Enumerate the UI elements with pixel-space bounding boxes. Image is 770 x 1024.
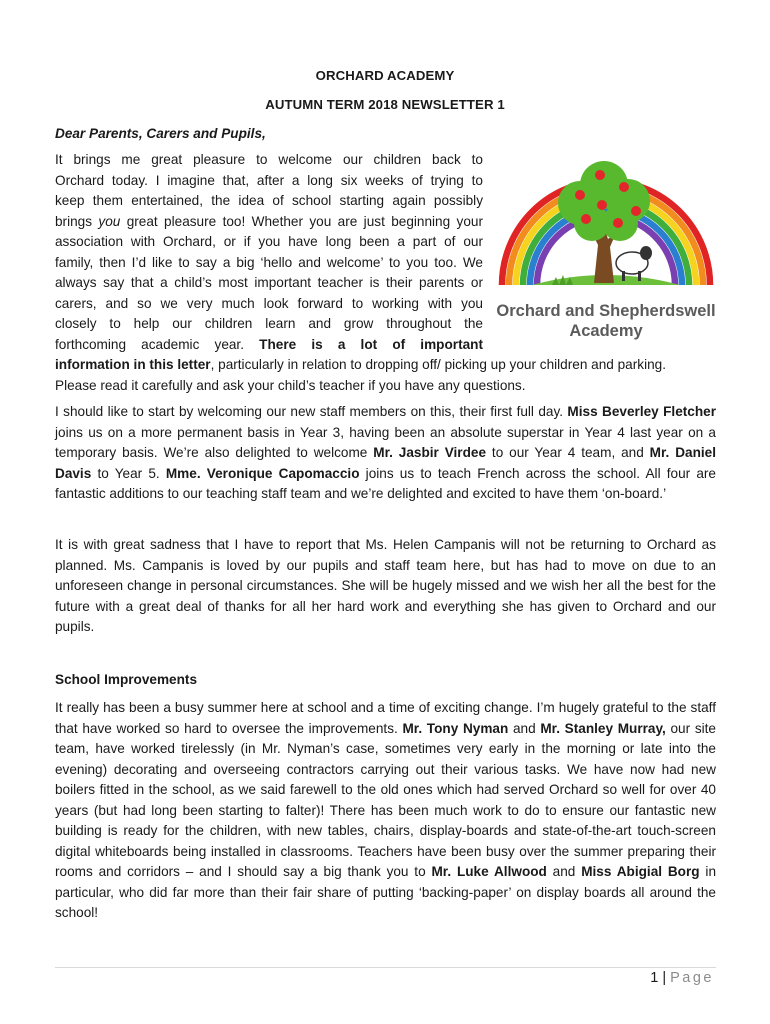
staff-text-3: to our Year 4 team, and [486, 445, 650, 460]
intro-important-note: There is a lot of important [259, 336, 483, 352]
staff-name-fletcher: Miss Beverley Fletcher [567, 404, 716, 419]
staff-text-1: I should like to start by welcoming our new staff members on this, their first full day. [55, 404, 568, 419]
new-staff-paragraph [55, 402, 716, 505]
intro-line-7: always say that a child’s most important teacher is their parents or [55, 275, 483, 290]
staff-name-murray: Mr. Stanley Murray, [540, 720, 666, 736]
page-number: 1 [650, 970, 659, 986]
logo-name-line1: Orchard and Shepherdswell [496, 302, 716, 320]
intro-important-note-end: information in this letter [55, 357, 211, 372]
staff-name-davis: Mr. Daniel Davis [55, 445, 716, 481]
intro-line-10 [55, 335, 483, 356]
intro-line-10-start: forthcoming academic year. [55, 336, 260, 352]
footer-separator: | [662, 970, 667, 986]
page-footer [650, 970, 714, 986]
intro-line-6: family, then I’d like to say a big ‘hello and welcome’ to you too. We [55, 254, 483, 270]
school-title: ORCHARD ACADEMY [315, 68, 455, 83]
newsletter-title: AUTUMN TERM 2018 NEWSLETTER 1 [265, 97, 505, 112]
intro-line-9: closely to help our children learn and grow throughout the [55, 316, 483, 331]
improvements-text-3: our site team, have worked tirelessly (in Mr. Nyman’s case, sometimes very early in the morning or late into the evening) decorating and overseeing contractors carrying out their various tasks. We have now had new boilers fitted in the school, as we said farewell to the old ones which had served Orchard so well for over 40 years (but had long been starting to falter)! There has been much work to do to ensure our fantastic new building is ready for the children, with new tables, chairs, display-boards and state-of-the-art touch-screen digital whiteboards being installed in classrooms. Teachers have been busy over the summer preparing their rooms and corridors – and I should say a big thank you to [55, 720, 716, 879]
intro-line-11 [55, 355, 716, 376]
intro-emphasis: you [98, 213, 121, 229]
staff-text-4: to Year 5. [91, 465, 166, 481]
improvements-paragraph [55, 698, 716, 924]
section-title-improvements: School Improvements [55, 672, 198, 687]
salutation: Dear Parents, Carers and Pupils, [55, 126, 266, 141]
staff-text-5: joins us to teach French across the school. All four are fantastic additions to our teaching staff team and we’re delighted and excited to have them ‘on-board.’ [55, 465, 716, 501]
intro-line-4-end: great pleasure too! Whether you are just beginning your [120, 213, 483, 229]
intro-line-12: Please read it carefully and ask your child’s teacher if you have any questions. [55, 377, 526, 393]
staff-name-nyman: Mr. Tony Nyman [402, 720, 509, 736]
intro-line-4-start: brings [55, 213, 99, 229]
footer-divider [55, 967, 716, 968]
page-label: Page [670, 970, 714, 986]
departure-paragraph: It is with great sadness that I have to report that Ms. Helen Campanis will not be returning to Orchard as planned. Ms. Campanis is loved by our pupils and staff team here, but has had to move on due to an unforeseen change in personal circumstances. She will be hugely missed and we wish her all the best for the future with a great deal of thanks for all her hard work and everything she has given to Orchard and our pupils. [55, 537, 716, 634]
intro-line-1: It brings me great pleasure to welcome our children back to [55, 152, 483, 167]
intro-line-3: keep them entertained, the idea of school starting again possibly [55, 193, 483, 208]
staff-name-virdee: Mr. Jasbir Virdee [373, 445, 487, 460]
improvements-text-5: in particular, who did far more than their fair share of putting ‘backing-paper’ on display boards all around the school! [55, 864, 716, 920]
intro-line-11-end: , particularly in relation to dropping off/ picking up your children and parking. [210, 357, 666, 372]
intro-line-5: association with Orchard, or if you have long been a part of our [55, 234, 483, 249]
staff-name-allwood: Mr. Luke Allwood [431, 864, 547, 879]
improvements-text-1: It really has been a busy summer here at school and a time of exciting change. I’m hugely grateful to the staff that have worked so hard to oversee the improvements. [55, 700, 716, 736]
logo-name-line2: Academy [569, 322, 643, 340]
intro-line-8: carers, and so we very much look forward to working with you [55, 295, 483, 311]
intro-line-4 [55, 212, 483, 233]
staff-name-borg: Miss Abigial Borg [581, 864, 700, 879]
intro-paragraph [55, 150, 716, 396]
improvements-text-2: and [508, 720, 541, 736]
staff-text-2: joins us on a more permanent basis in Year 3, having been an absolute superstar in Year 4 last year on a temporary basis. We’re also delighted to welcome [55, 424, 716, 460]
improvements-text-4: and [546, 864, 582, 879]
staff-name-capomaccio: Mme. Veronique Capomaccio [165, 465, 360, 481]
intro-line-2: Orchard today. I imagine that, after a long six weeks of trying to [55, 172, 483, 188]
